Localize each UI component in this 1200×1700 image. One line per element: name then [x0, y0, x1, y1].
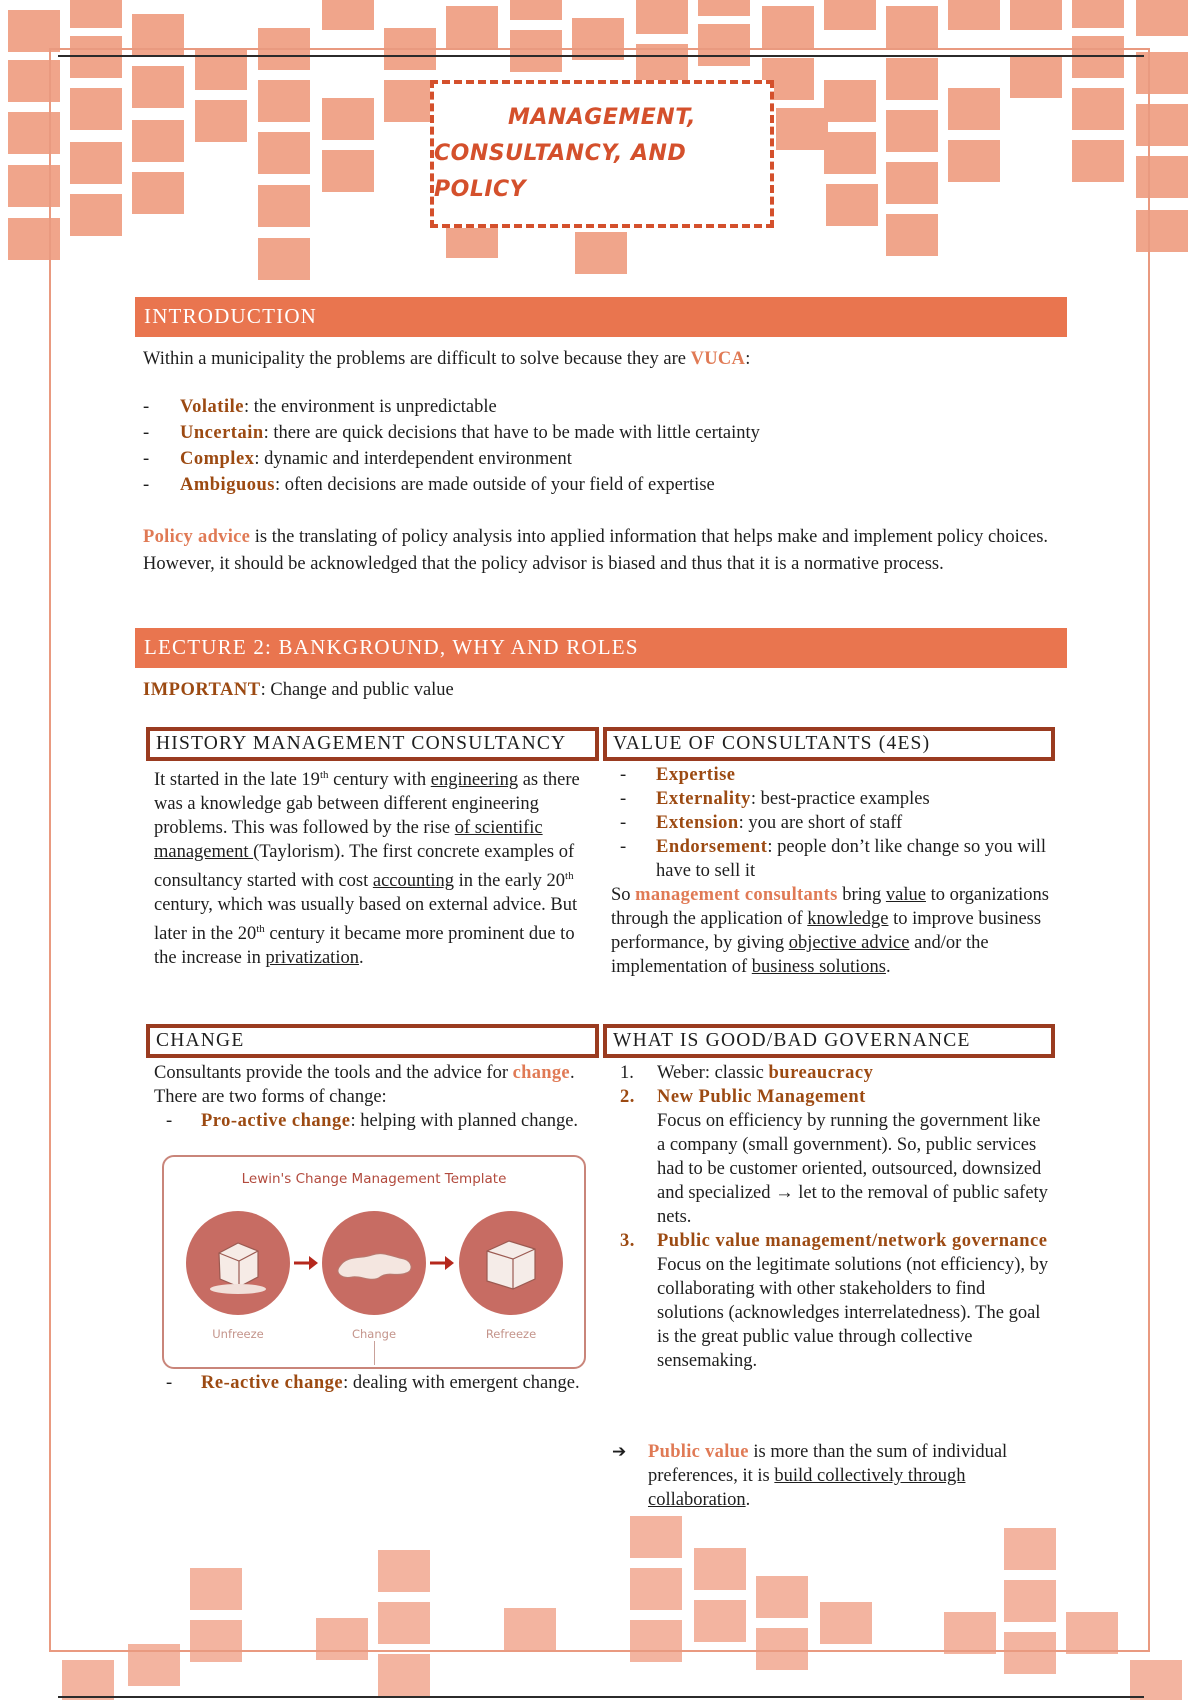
- proactive-item: [166, 1109, 586, 1133]
- list-item: - Uncertain: there are quick decisions that have to be made with little certainty: [143, 420, 1063, 446]
- list-item: - Complex: dynamic and interdependent environment: [143, 446, 1063, 472]
- intro-lead: Within a municipality the problems are difficult to solve because they are VUCA:: [143, 349, 751, 369]
- refreeze-label: Refreeze: [485, 1327, 537, 1341]
- change-intro: Consultants provide the tools and the advice for change. There are two forms of change:: [154, 1063, 575, 1107]
- governance-header: WHAT IS GOOD/BAD GOVERNANCE: [603, 1024, 1055, 1058]
- title-box: [430, 80, 774, 228]
- list-item: 3. Public value management/network governance Focus on the legitimate solutions (not efficiency), by collaborating with other stakeholders to find solutions (acknowledges interrelatedness). The goal is the great public value through collective sensemaking.: [620, 1231, 1049, 1371]
- list-item: 2. New Public Management Focus on efficiency by running the government like a company (small government). So, public services had to be customer oriented, outsourced, downsized and specialized → let to the removal of public safety nets.: [620, 1087, 1048, 1227]
- list-item: - Pro-active change: helping with planned change.: [166, 1109, 586, 1133]
- vuca-term: VUCA: [690, 349, 746, 369]
- list-item: - Expertise: [620, 763, 1050, 787]
- change-label: Change: [351, 1327, 397, 1341]
- list-item: - Re-active change: dealing with emergent change.: [166, 1371, 586, 1395]
- lewin-title: Lewin's Change Management Template: [241, 1171, 507, 1187]
- bottom-rule: [58, 1696, 1144, 1698]
- unfreeze-label: Unfreeze: [212, 1327, 264, 1341]
- history-header: HISTORY MANAGEMENT CONSULTANCY: [146, 727, 599, 761]
- cube-icon: [459, 1211, 563, 1315]
- lewin-diagram: [162, 1155, 586, 1369]
- lecture2-header: LECTURE 2: BANKGROUND, WHY AND ROLES: [135, 628, 1067, 668]
- public-value-note: ➔ Public value is more than the sum of individual preferences, it is build collectively through collaboration.: [612, 1442, 1008, 1510]
- important-line: IMPORTANT: Change and public value: [143, 680, 454, 700]
- list-item: 1. Weber: classic bureaucracy: [620, 1063, 874, 1083]
- list-item: - Externality: best-practice examples: [620, 787, 1050, 811]
- intro-header: INTRODUCTION: [135, 297, 1067, 337]
- value-header: VALUE OF CONSULTANTS (4ES): [603, 727, 1055, 761]
- unfreeze-circle: [186, 1211, 290, 1315]
- list-item: - Volatile: the environment is unpredictable: [143, 394, 1063, 420]
- arrow-right-icon: [293, 1254, 319, 1272]
- change-circle: [322, 1211, 426, 1315]
- puddle-icon: [322, 1211, 426, 1315]
- list-item: - Extension: you are short of staff: [620, 811, 1050, 835]
- arrow-right-icon: [429, 1254, 455, 1272]
- governance-list: [612, 1061, 1052, 1373]
- list-item: - Ambiguous: often decisions are made outside of your field of expertise: [143, 472, 1063, 498]
- history-text: It started in the late 19th century with engineering as there was a knowledge gab between different engineering problems. This was followed by the rise of scientific management (Taylorism). The first concrete examples of consultancy started with cost accounting in the early 20th century, which was usually based on external advice. But later in the 20th century it became more prominent due to the increase in privatization.: [154, 769, 580, 969]
- value-paragraph: So management consultants bring value to organizations through the application of knowledge to improve business performance, by giving objective advice and/or the implementation of business solutions.: [611, 885, 1049, 977]
- title-line-2: CONSULTANCY, AND POLICY: [434, 141, 687, 202]
- change-header: CHANGE: [146, 1024, 599, 1058]
- ice-cube-icon: [186, 1211, 290, 1315]
- refreeze-circle: [459, 1211, 563, 1315]
- vuca-list: [143, 394, 1063, 498]
- title-line-1: MANAGEMENT,: [507, 105, 697, 130]
- connector-line: [374, 1341, 375, 1365]
- list-item: - Endorsement: people don’t like change so you will have to sell it: [620, 835, 1050, 883]
- arrow-bullet-icon: ➔: [612, 1442, 627, 1462]
- four-es-list: [620, 763, 1050, 883]
- reactive-item: [166, 1371, 586, 1395]
- policy-advice-paragraph: Policy advice is the translating of policy analysis into applied information that helps make and implement policy choices. However, it should be acknowledged that the policy advisor is biased and thus that it is a normative process.: [143, 527, 1049, 574]
